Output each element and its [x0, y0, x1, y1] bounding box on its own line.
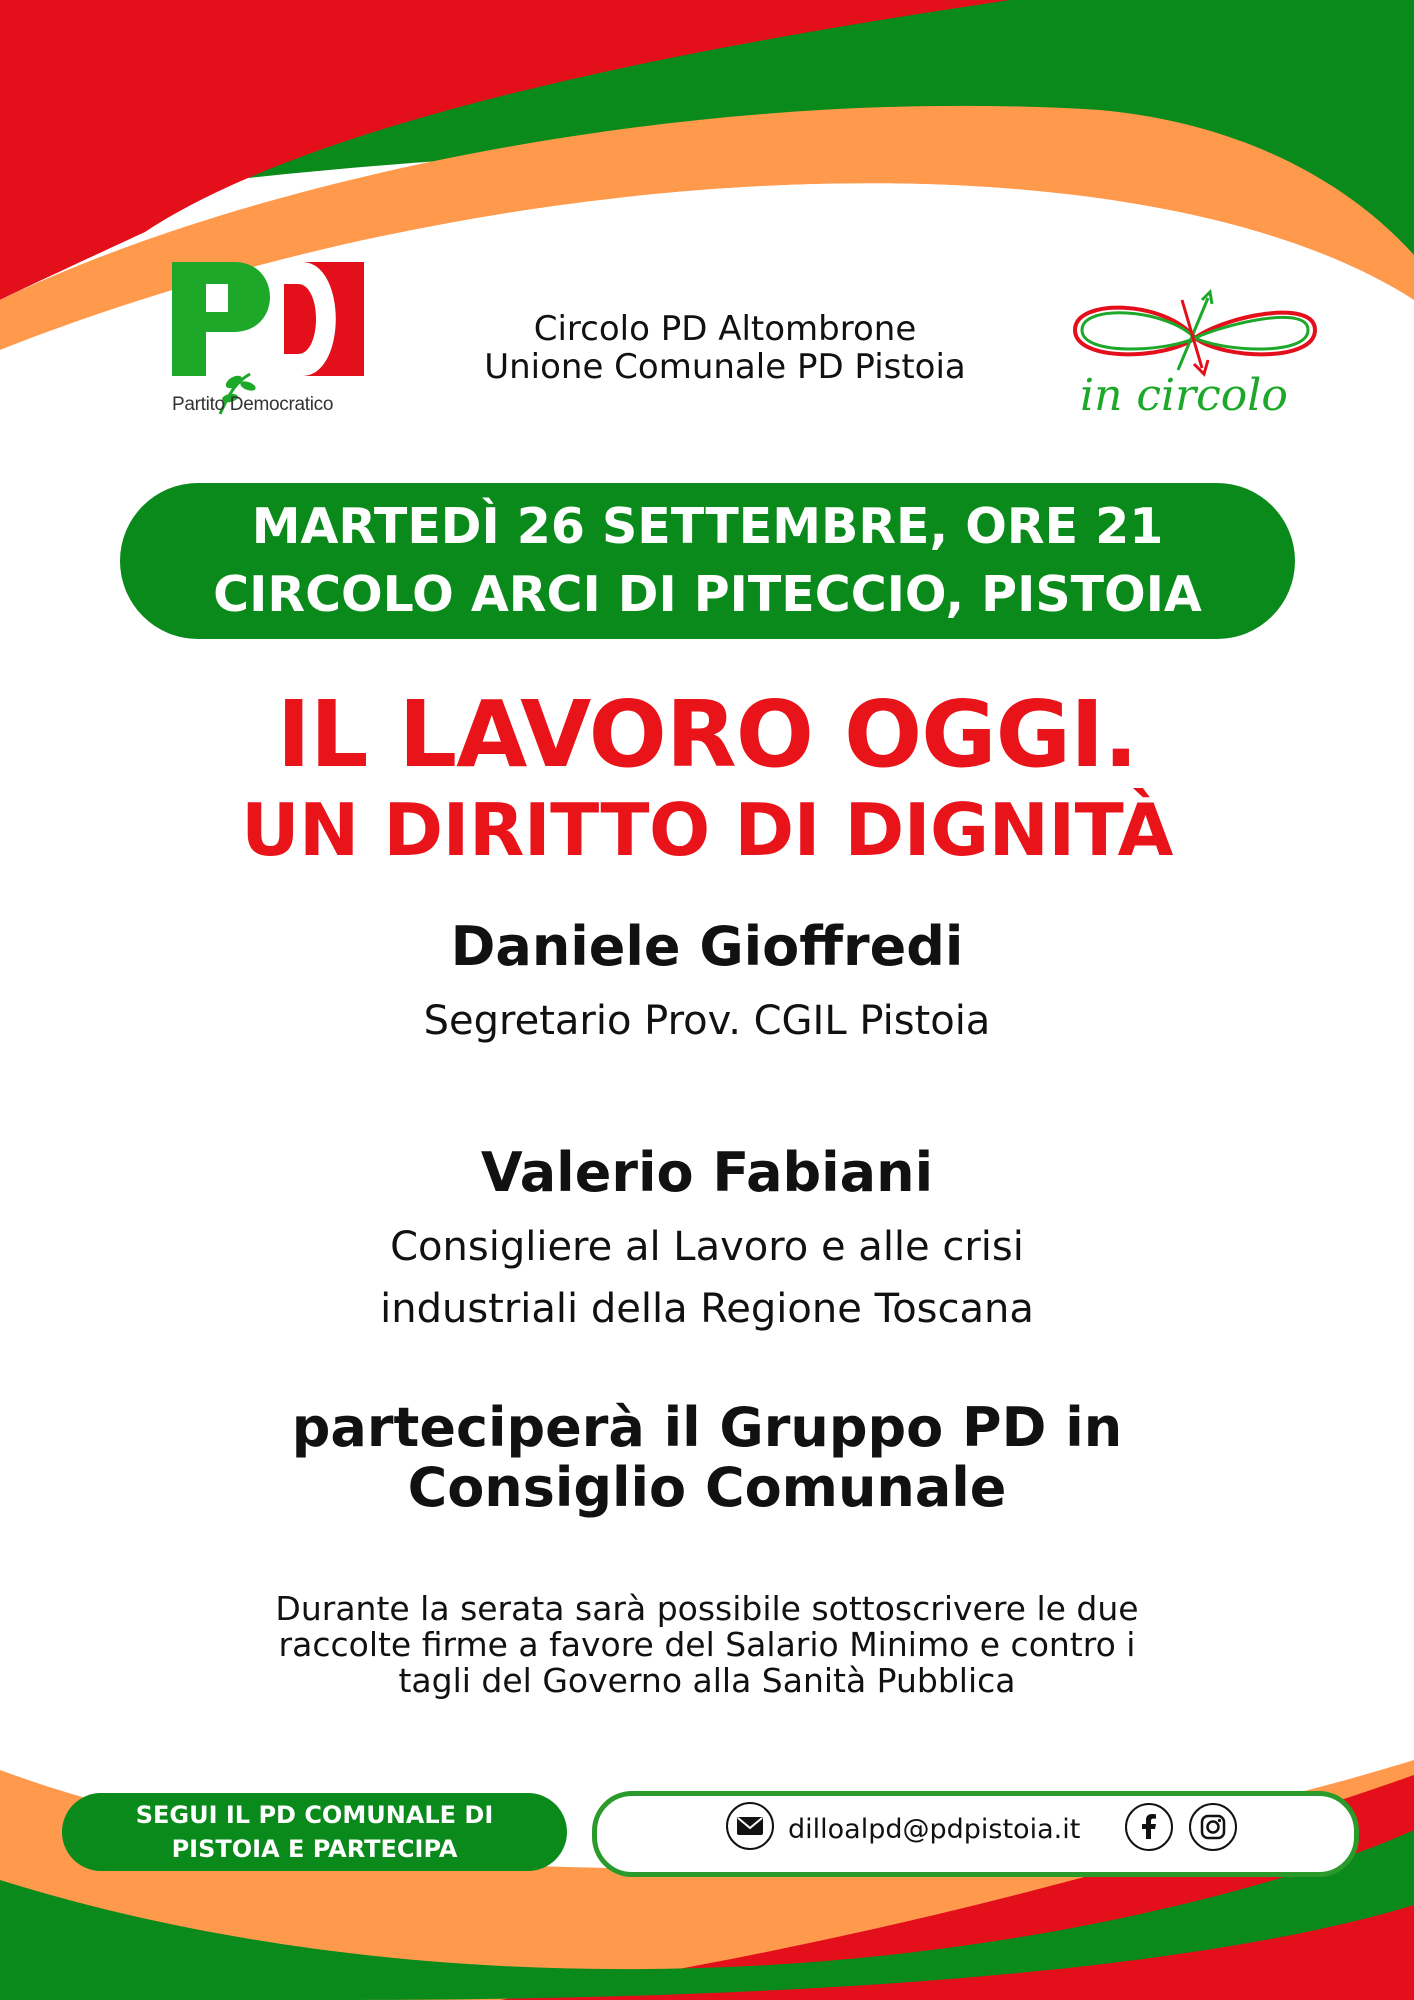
speaker-2-role-line-2: industriali della Regione Toscana	[380, 1286, 1034, 1332]
follow-line-2: PISTOIA E PARTECIPA	[171, 1835, 458, 1863]
organizer-line-1: Circolo PD Altombrone	[533, 309, 917, 349]
event-date-banner	[120, 483, 1295, 639]
mail-icon[interactable]	[726, 1802, 774, 1850]
email-link[interactable]: dilloalpd@pdpistoia.it	[788, 1814, 1081, 1845]
speaker-2-role-line-1: Consigliere al Lavoro e alle crisi	[390, 1224, 1024, 1270]
organizer-line-2: Unione Comunale PD Pistoia	[484, 347, 966, 387]
event-title: IL LAVORO OGGI.	[276, 681, 1138, 788]
organizer-block	[430, 310, 1020, 386]
note-line-3: tagli del Governo alla Sanità Pubblica	[398, 1661, 1016, 1700]
instagram-icon[interactable]	[1189, 1803, 1237, 1851]
participation-text	[0, 1398, 1414, 1518]
speaker-2-name: Valerio Fabiani	[480, 1141, 934, 1204]
facebook-icon[interactable]	[1125, 1803, 1173, 1851]
participation-line-1: parteciperà il Gruppo PD in	[291, 1396, 1123, 1459]
follow-banner	[62, 1793, 567, 1871]
speaker-1-role-line: Segretario Prov. CGIL Pistoia	[423, 998, 991, 1044]
note-line-2: raccolte firme a favore del Salario Minimo e contro i	[278, 1625, 1136, 1664]
pd-logo-caption: Partito Democratico	[172, 394, 334, 415]
in-circolo-logo	[1070, 280, 1320, 430]
speaker-2-role	[0, 1216, 1414, 1340]
event-date: MARTEDÌ 26 SETTEMBRE, ORE 21	[251, 498, 1164, 555]
follow-line-1: SEGUI IL PD COMUNALE DI	[135, 1801, 494, 1829]
event-subtitle: UN DIRITTO DI DIGNITÀ	[241, 788, 1173, 872]
event-venue: CIRCOLO ARCI DI PITECCIO, PISTOIA	[213, 566, 1202, 623]
speaker-1-name: Daniele Gioffredi	[450, 915, 964, 978]
participation-line-2: Consiglio Comunale	[407, 1456, 1007, 1519]
speaker-1-role	[0, 990, 1414, 1052]
signature-note	[0, 1591, 1414, 1699]
note-line-1: Durante la serata sarà possibile sottoscrivere le due	[275, 1589, 1139, 1628]
in-circolo-text: in circolo	[1080, 370, 1288, 421]
